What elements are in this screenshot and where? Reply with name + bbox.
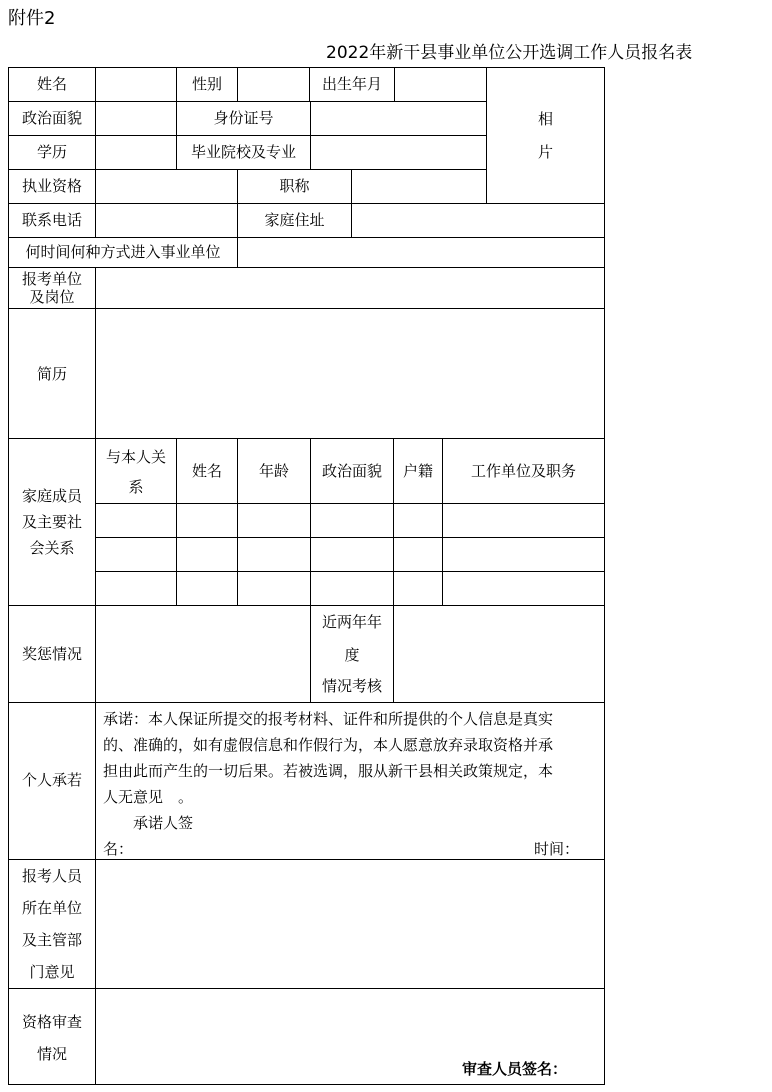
pledge-text [103,706,598,862]
label-assess-2: 度 [344,646,360,664]
header-relation-2: 系 [128,478,144,496]
label-qualification: 执业资格 [21,177,82,195]
label-phone: 联系电话 [21,211,82,229]
label-school-major: 毕业院校及专业 [190,143,296,161]
attachment-label: 附件2 [8,8,56,29]
pledge-time-label: 时间： [534,840,580,858]
pledge-line-3: 担由此而产生的一切后果。若被选调，服从新干县相关政策规定，本 [103,762,554,780]
label-family-3: 会关系 [29,539,75,557]
label-family-2: 及主要社 [21,513,82,531]
pledge-line-2: 的、准确的，如有虚假信息和作假行为，本人愿意放弃录取资格并承 [103,736,554,754]
label-address: 家庭住址 [264,211,325,229]
label-entry-way: 何时间何种方式进入事业单位 [25,243,221,261]
review-signature-label: 审查人员签名： [462,1060,568,1078]
pledge-signer-tail: 名： [103,840,134,858]
form-title: 2022年新干县事业单位公开选调工作人员报名表 [326,43,693,63]
label-rewards: 奖惩情况 [21,645,82,663]
label-photo-1: 相 [537,110,553,128]
header-age: 年龄 [258,462,289,480]
label-photo-2: 片 [537,143,553,161]
label-name: 姓名 [36,75,67,93]
label-qual-review-2: 情况 [36,1045,67,1063]
pledge-line-4: 人无意见 。 [103,788,194,806]
label-gender: 性别 [191,75,222,93]
header-work: 工作单位及职务 [470,462,576,480]
header-name: 姓名 [191,462,222,480]
pledge-line-1: 承诺：本人保证所提交的报考材料、证件和所提供的个人信息是真实 [103,710,554,728]
label-birth: 出生年月 [321,75,382,93]
label-assess-3: 情况考核 [321,677,382,695]
label-education: 学历 [36,143,67,161]
label-unit-opinion-3: 及主管部 [21,931,82,949]
header-hukou: 户籍 [402,462,433,480]
label-unit-opinion-4: 门意见 [29,963,75,981]
label-applied-post-2: 及岗位 [29,288,75,306]
label-pledge: 个人承若 [21,771,82,789]
pledge-signer-label: 承诺人签 [133,814,194,832]
label-applied-post-1: 报考单位 [21,270,82,288]
label-family-1: 家庭成员 [21,487,82,505]
label-unit-opinion-1: 报考人员 [21,867,82,885]
label-job-title: 职称 [279,177,310,195]
label-resume: 简历 [36,365,67,383]
header-politics: 政治面貌 [321,462,382,480]
label-qual-review-1: 资格审查 [21,1013,82,1031]
label-unit-opinion-2: 所在单位 [21,899,82,917]
label-assess-1: 近两年年 [321,613,382,631]
label-id-number: 身份证号 [213,109,274,127]
header-relation-1: 与本人关 [105,448,166,466]
label-politics: 政治面貌 [21,109,82,127]
